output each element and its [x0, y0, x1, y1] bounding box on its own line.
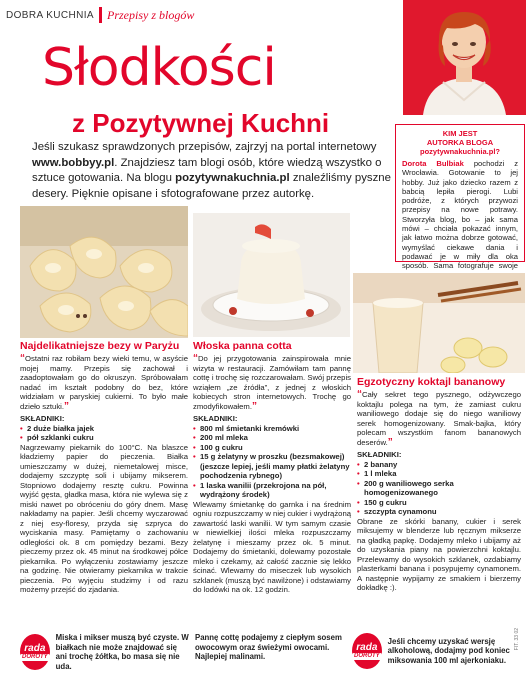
tip-box-panna-cotta	[195, 633, 355, 662]
author-info-box	[395, 124, 525, 271]
panna-cotta-photo	[193, 213, 350, 337]
ingredient-item: • 100 g cukru	[193, 443, 351, 453]
article-title-line1: Słodkości	[42, 38, 276, 98]
rada-logo-line2: DOROTY	[354, 652, 380, 659]
tip-text: Pannę cottę podajemy z ciepłym sosem owocowym oraz świeżymi owocami. Najlepiej malinami.	[195, 633, 342, 661]
tip-text: Miska i mikser muszą być czyste. W białkach nie może znajdować się ani trochę żółtka, bo masa się nie uda.	[55, 633, 189, 671]
recipe-steps: Wlewamy śmietankę do garnka i na średnim ogniu rozpuszczamy w niej cukier i wydrążoną zawartość laski wanilii. W tym samym czasie w niewielkiej ilości mleka rozpuszczamy żelatynę i mieszamy przez ok. 5 minut. Dodajemy do śmietanki, dolewamy pozostałe mleko i czekamy, aż całość zacznie się lekko ścinać. Wlewamy do miseczek lub wysokich szklanek (muszą być nawilżone) i odstawiamy do lodówki na ok. 12 godzin.	[193, 499, 351, 594]
tip-box-meringues	[20, 633, 190, 671]
rada-logo-line1: rada	[24, 642, 46, 654]
recipe-intro: “Ostatni raz robiłam bezy wieki temu, w asyście mojej mamy. Przepis się zachował i zaadoptowałam go do okruszyn. Spróbowałam nadać im kształt podobny do bez, które widziałam w paryskiej cukierni. To było małe dzieło sztuki.”	[20, 353, 188, 412]
ingredients-label: SKŁADNIKI:	[357, 450, 402, 459]
ingredient-item: • 200 g waniliowego serka homogenizowanego	[357, 479, 521, 498]
author-bio: pochodzi z Wrocławia. Gotowanie to jej hobby. Już jako dziecko razem z babcią lepiła pierogi. Lubi podróże, z których przywozi przepisy na nowe potrawy. Stworzyła blog, bo – jak sama mówi – chciała pokazać innym, jak łatwo można dobrze gotować, wymyślać ciekawe dania i podawać je w miły dla oka sposób. Sama fotografuje swoje	[402, 159, 518, 271]
rada-doroty-logo	[352, 633, 382, 669]
recipe-title: Egzotyczny koktajl bananowy	[357, 376, 506, 388]
rada-doroty-logo	[20, 634, 50, 670]
ingredient-item: • szczypta cynamonu	[357, 507, 521, 517]
recipe-intro-text: Cały sekret tego pysznego, odżywczego koktajlu polega na tym, że zamiast cukru waniliowego dodaje się do niego waniliowy serek homogenizowany. Smak-bajka, który polecam wszystkim fanom bananowych deserów.	[357, 390, 521, 447]
tip-text: Jeśli chcemy uzyskać wersję alkoholową, dodajmy pod koniec miksowania 100 ml ajerkoniaku.	[387, 636, 510, 665]
article-title-line2: z Pozytywnej Kuchni	[72, 108, 330, 138]
ingredients-list	[20, 424, 188, 443]
ingredient-item: • 1 laska wanilii (przekrojona na pół, wydrążony środek)	[193, 481, 351, 500]
ingredient-item: • 200 ml mleka	[193, 433, 351, 443]
recipe-intro: “Do jej przygotowania zainspirowała mnie wizyta w restauracji. Zamówiłam tam pannę cottę i trochę się rozczarowałam. Swój przepis wziąłem „ze źródła”, z jednej z włoskich kobiecych stron internetowych. Trochę go zmodyfikowałem.”	[193, 353, 351, 412]
ingredients-label: SKŁADNIKI:	[20, 414, 65, 423]
section-name: DOBRA KUCHNIA	[6, 9, 94, 21]
recipe-meringues	[20, 340, 188, 595]
author-box-heading	[402, 129, 518, 156]
recipe-title: Najdelikatniejsze bezy w Paryżu	[20, 340, 180, 352]
banana-cocktail-photo	[353, 273, 525, 373]
ingredient-item: • 15 g żelatyny w proszku (bezsmakowej) (jeszcze lepiej, jeśli mamy płatki żelatyny pochodzenia rybnego)	[193, 452, 351, 481]
subsection-name: Przepisy z blogów	[107, 7, 195, 22]
recipe-intro-text: Do jej przygotowania zainspirowała mnie wizyta w restauracji. Zamówiłam tam pannę cottę i trochę się rozczarowałam. Swój przepis wziąłem „ze źródła”, z jednej z włoskich kobiecych stron internetowych. Trochę go zmodyfikowałem.	[193, 354, 351, 411]
ingredients-list	[357, 460, 521, 517]
ingredient-item: • 150 g cukru	[357, 498, 521, 508]
ingredients-label: SKŁADNIKI:	[193, 414, 238, 423]
recipe-banana-cocktail	[357, 376, 521, 593]
rada-logo-line1: rada	[356, 641, 378, 653]
intro-text-3: znaleźliśmy pyszne desery. Pięknie opisane i sfotografowane przez autorkę.	[32, 172, 391, 200]
rada-logo-line2: DOROTY	[22, 653, 48, 660]
recipe-intro-text: Ostatni raz robiłam bezy wieki temu, w asyście mojej mamy. Przepis się zachował i zaadoptowałam go do okruszyn. Spróbowałam nadać im kształt podobny do bez, które widziałam w paryskiej cukierni. To było małe dzieło sztuki.	[20, 354, 188, 411]
meringue-photo	[20, 206, 188, 338]
ingredient-item: • pół szklanki cukru	[20, 433, 188, 443]
intro-text-1: Jeśli szukasz sprawdzonych przepisów, zajrzyj na portal internetowy	[32, 141, 377, 153]
recipe-title: Włoska panna cotta	[193, 340, 292, 352]
author-box-heading-2: AUTORKA BLOGA	[426, 138, 494, 147]
ingredient-item: • 800 ml śmietanki kremówki	[193, 424, 351, 434]
intro-text-2: . Znajdziesz tam blogi osób, które wiedzą wszystko o sztuce gotowania. Na blogu	[32, 156, 382, 184]
author-photo	[403, 0, 526, 115]
section-header	[0, 6, 395, 24]
photo-credit-code: FIT. 33 02	[514, 628, 520, 651]
article-intro	[32, 140, 392, 202]
author-box-heading-3: pozytywnakuchnia.pl?	[419, 147, 500, 156]
ingredients-list	[193, 424, 351, 500]
recipe-steps: Nagrzewamy piekarnik do 100°C. Na blaszce kładziemy papier do pieczenia. Białka umieszczamy w dużej, niemetalowej misce, dodajemy szczyptę soli i ubijamy mikserem. Stopniowo dodajemy resztę cukru. Powinna wyjść gęsta, gładka masa, która nie wylewa się z miski nawet po obróceniu do góry dnem. Masę nakładamy na papier. Jeśli chcemy wyczarować z niej esy-floresy, przyda się szpryca do wyciskania masy. Pamiętamy o zachowaniu odległości ok. 8 cm pomiędzy bezami. Bezy pieczemy przez ok. 45 minut na środkowej półce piekarnika. Po wyłączeniu zostawiamy jeszcze na godzinę. Nie otwieramy piekarnika w trakcie pieczenia. Po wyjęciu studzimy i od razu możemy przejść do zjadania.	[20, 442, 188, 594]
ingredient-item: • 2 duże białka jajek	[20, 424, 188, 434]
intro-link-bobbyy: www.bobbyy.pl	[32, 156, 115, 169]
recipe-panna-cotta	[193, 340, 351, 595]
ingredient-item: • 2 banany	[357, 460, 521, 470]
author-name: Dorota Bulbiak	[402, 159, 464, 168]
recipe-steps: Obrane ze skórki banany, cukier i serek miksujemy w blenderze lub ręcznym mikserze na gładką papkę. Dodajemy mleko i ubijamy aż do uzyskania piany na powierzchni koktajlu. Przelewamy do wysokich szklanek, ozdabiamy plasterkami banana i posypujemy cynamonem. A następnie wypijamy ze smakiem i bierzemy dokładkę :).	[357, 516, 521, 592]
header-divider	[99, 7, 102, 23]
recipe-intro: “Cały sekret tego pysznego, odżywczego koktajlu polega na tym, że zamiast cukru waniliowego dodaje się do niego waniliowy serek homogenizowany. Smak-bajka, który polecam wszystkim fanom bananowych deserów.”	[357, 389, 521, 448]
author-box-heading-1: KIM JEST	[442, 129, 478, 138]
author-box-body	[402, 159, 518, 280]
intro-link-blog: pozytywnakuchnia.pl	[175, 172, 290, 184]
tip-box-banana-cocktail	[352, 633, 522, 669]
ingredient-item: • 1 l mleka	[357, 469, 521, 479]
